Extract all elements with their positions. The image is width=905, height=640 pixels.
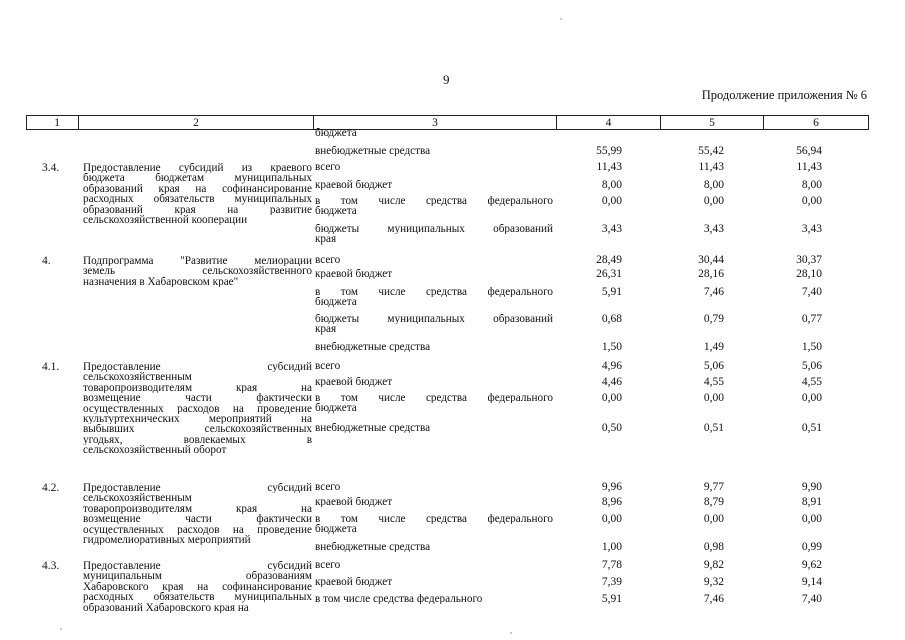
value-col-4: 4,46 [601,376,622,388]
source-label-line: бюджета [315,524,357,535]
description-line: гидромелиоративных мероприятий [83,534,251,546]
value-col-4: 0,68 [601,313,622,325]
source-label-line: внебюджетные средства [315,423,431,434]
column-header-4: 4 [557,116,661,130]
source-label [315,594,553,604]
source-label [315,269,553,279]
source-label-line: краевой бюджет [315,180,393,191]
source-label [315,560,553,570]
source-label-line: бюджеты муниципальных образований [315,224,553,235]
description-line: угодьях, вовлекаемых в [83,434,312,446]
description-line: Предоставление субсидий [83,362,312,373]
value-col-4: 0,00 [601,392,622,404]
value-col-6: 11,43 [796,161,822,173]
value-col-5: 0,00 [703,195,724,207]
description-line: сельскохозяйственным [83,493,192,504]
column-header-6: 6 [764,116,869,130]
value-col-6: 1,50 [801,341,822,353]
value-col-6: 5,06 [801,360,822,372]
value-col-5: 28,16 [698,268,724,280]
description-line: образований края на софинансирование [83,183,312,195]
column-header-2: 2 [79,116,314,130]
source-label [315,224,553,245]
value-col-6: 0,00 [801,513,822,525]
section-index: 4. [42,255,51,267]
value-col-4: 7,78 [601,559,622,571]
value-col-4: 7,39 [601,576,622,588]
source-label-line: бюджета [315,206,357,217]
value-col-4: 1,00 [601,541,622,553]
value-col-4: 5,91 [601,593,622,605]
value-col-6: 9,90 [801,481,822,493]
value-col-4: 1,50 [601,341,622,353]
source-label [315,542,553,552]
description-line: товаропроизводителям края на [83,503,312,515]
source-label [315,577,553,587]
source-label-line: всего [315,482,341,493]
scan-speck [60,628,62,630]
section-index: 4.1. [42,361,60,373]
value-col-6: 56,94 [796,145,822,157]
description-line: расходных обязательств муниципальных [83,194,312,205]
value-col-4: 26,31 [596,268,622,280]
value-col-4: 8,96 [601,496,622,508]
value-col-6: 9,62 [801,559,822,571]
source-label [315,162,553,172]
value-col-4: 9,96 [601,481,622,493]
value-col-4: 0,00 [601,195,622,207]
value-col-6: 28,10 [796,268,822,280]
source-label-line: в том числе средства федерального [315,196,553,207]
source-label-line: внебюджетные средства [315,146,431,157]
source-label [315,497,553,507]
value-col-4: 0,50 [601,422,622,434]
value-col-6: 7,40 [801,593,822,605]
value-col-5: 0,51 [703,422,724,434]
source-label [315,361,553,371]
value-col-5: 11,43 [698,161,724,173]
value-col-5: 4,55 [703,376,724,388]
source-label-line: края [315,234,337,245]
value-col-6: 0,00 [801,392,822,404]
source-label-line: бюджета [315,297,357,308]
value-col-5: 9,82 [703,559,724,571]
value-col-5: 8,79 [703,496,724,508]
value-col-6: 7,40 [801,286,822,298]
value-col-4: 0,00 [601,513,622,525]
scan-speck [560,18,562,20]
source-label [315,255,553,265]
source-label-line: всего [315,162,341,173]
continuation-note: Продолжение приложения № 6 [701,88,867,102]
description-line: образований Хабаровского края на [83,602,249,613]
source-label [315,342,553,352]
section-description [83,256,312,287]
value-col-5: 1,49 [703,341,724,353]
value-col-5: 0,79 [703,313,724,325]
value-col-6: 0,51 [801,422,822,434]
source-label-line: внебюджетные средства [315,342,431,353]
source-label [315,482,553,492]
value-col-6: 8,91 [801,496,822,508]
value-col-5: 7,46 [703,593,724,605]
source-label-line: всего [315,560,341,571]
value-col-4: 55,99 [596,145,622,157]
value-col-5: 3,43 [703,223,724,235]
source-label [315,196,553,217]
column-header-3: 3 [314,116,557,130]
page-number: 9 [443,72,450,87]
description-line: Подпрограмма "Развитие мелиорации [83,256,312,267]
source-label [315,287,553,308]
value-col-5: 5,06 [703,360,724,372]
description-line: Предоставление субсидий из краевого [83,163,312,174]
value-col-6: 9,14 [801,576,822,588]
source-label [315,393,553,414]
description-line: расходных обязательств муниципальных [83,592,312,603]
section-description [83,163,312,225]
section-description [83,483,312,545]
value-col-4: 11,43 [596,161,622,173]
description-line: бюджета бюджетам муниципальных [83,173,312,184]
value-col-6: 8,00 [801,179,822,191]
description-line: культуртехнических мероприятий на [83,413,312,425]
description-line: муниципальным образованиям [83,571,312,582]
description-line: образований края на развитие [83,204,312,215]
source-label-line: в том числе средства федерального [315,514,553,525]
source-label-line: бюджета [315,403,357,414]
section-index: 3.4. [42,162,60,174]
description-line: осуществленных расходов на проведение [83,524,312,535]
source-label-line: всего [315,361,341,372]
source-label-line: краевой бюджет [315,577,393,588]
source-label-line: внебюджетные средства [315,542,431,553]
source-label-line: краевой бюджет [315,269,393,280]
description-line: возмещение части фактически [83,393,312,404]
value-col-6: 0,00 [801,195,822,207]
value-col-4: 5,91 [601,286,622,298]
description-line: Предоставление субсидий [83,483,312,494]
value-col-5: 9,77 [703,481,724,493]
value-col-4: 8,00 [601,179,622,191]
column-header-1: 1 [27,116,79,130]
source-label [315,423,553,433]
value-col-6: 0,99 [801,541,822,553]
value-col-5: 0,00 [703,392,724,404]
source-label-line: в том числе средства федерального [315,287,553,298]
source-label [315,314,553,335]
value-col-6: 3,43 [801,223,822,235]
value-col-5: 0,98 [703,541,724,553]
description-line: товаропроизводителям края на [83,382,312,394]
value-col-5: 30,44 [698,254,724,266]
section-description [83,362,312,456]
description-line: возмещение части фактически [83,514,312,525]
value-col-6: 30,37 [796,254,822,266]
value-col-5: 9,32 [703,576,724,588]
description-line: Хабаровского края на софинансирование [83,581,312,593]
value-col-5: 0,00 [703,513,724,525]
value-col-6: 4,55 [801,376,822,388]
scan-speck [510,632,512,634]
section-index: 4.2. [42,482,60,494]
source-label-line: в том числе средства федерального [315,594,483,605]
source-label [315,146,553,156]
source-label-line: бюджета [315,128,357,139]
description-line: сельскохозяйственный оборот [83,445,227,456]
source-label [315,128,553,138]
source-label-line: бюджеты муниципальных образований [315,314,553,325]
source-label-line: в том числе средства федерального [315,393,553,404]
source-label-line: краевой бюджет [315,377,393,388]
value-col-4: 4,96 [601,360,622,372]
source-label [315,180,553,190]
value-col-4: 28,49 [596,254,622,266]
source-label-line: края [315,324,337,335]
column-header-5: 5 [661,116,764,130]
value-col-5: 7,46 [703,286,724,298]
source-label-line: краевой бюджет [315,497,393,508]
description-line: осуществленных расходов на проведение [83,403,312,414]
section-index: 4.3. [42,560,60,572]
value-col-5: 8,00 [703,179,724,191]
description-line: Предоставление субсидий [83,561,312,572]
description-line: сельскохозяйственным [83,372,192,383]
section-description [83,561,312,613]
source-label-line: всего [315,255,341,266]
value-col-5: 55,42 [698,145,724,157]
description-line: назначения в Хабаровском крае" [83,276,239,288]
value-col-4: 3,43 [601,223,622,235]
description-line: сельскохозяйственной кооперации [83,214,248,226]
description-line: земель сельскохозяйственного [83,266,312,277]
source-label [315,377,553,387]
value-col-6: 0,77 [801,313,822,325]
description-line: выбывших сельскохозяйственных [83,424,312,435]
source-label [315,514,553,535]
